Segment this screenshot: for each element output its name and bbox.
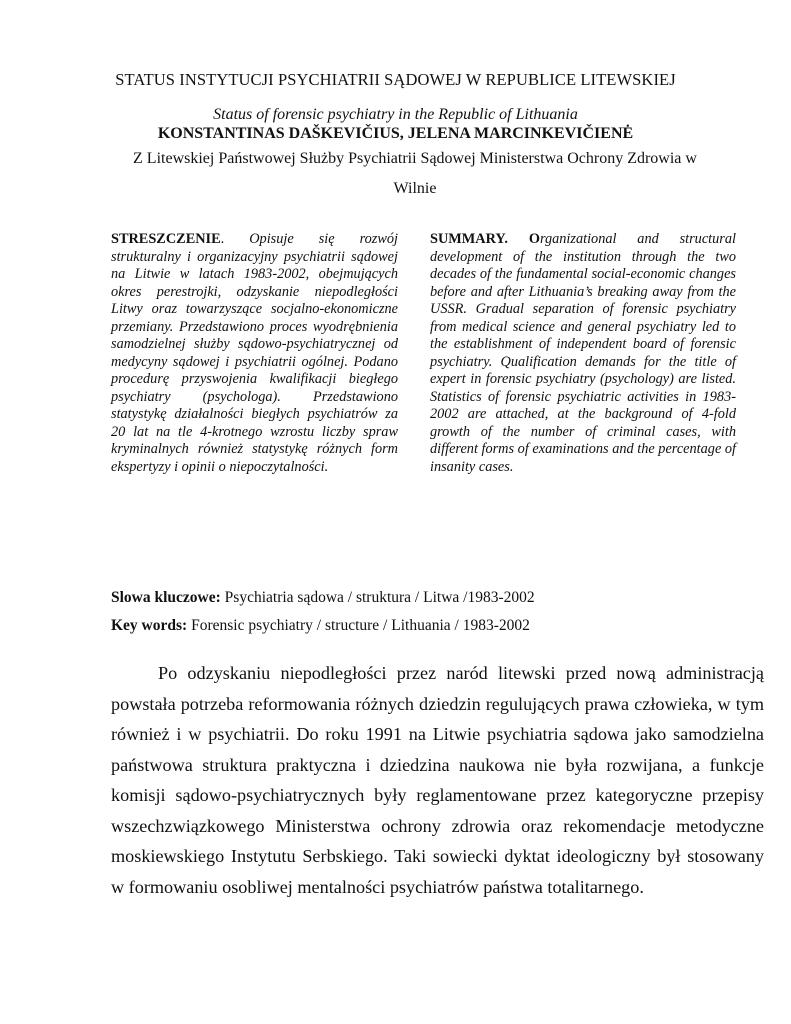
keywords-polish [111,589,535,607]
abstract-english-label: SUMMARY. O [430,231,540,247]
abstract-polish-label-dot: . [220,231,225,247]
author-affiliation: Z Litewskiej Państwowej Służby Psychiatrii Sądowej Ministerstwa Ochrony Zdrowia w Wilnie [133,150,697,197]
abstract-polish-text: Opisuje się rozwój strukturalny i organizacyjny psychiatrii sądowej na Litwie w latach 1983-2002, obejmujących okres perestrojki, odzyskanie niepodległości Litwy oraz towarzyszące socjalno-ekonomiczne przemiany. Przedstawiono proces wyodrębnienia samodzielnej służby sądowo-psychiatrycznej od medycyny sądowej i psychiatrii ogólnej. Podano procedurę przyswojenia kwalifikacji biegłego psychiatry (psychologa). Przedstawiono statystykę działalności biegłych psychiatrów za 20 lat na tle 4-krotnego wzrostu liczby spraw kryminalnych również statystykę różnych form ekspertyzy i opinii o niepoczytalności. [111,231,398,475]
article-authors: KONSTANTINAS DAŠKEVIČIUS, JELENA MARCINKEVIČIENĖ [157,125,634,142]
abstract-polish [111,231,398,476]
article-subtitle-english: Status of forensic psychiatry in the Republic of Lithuania [213,106,578,123]
keywords-english [111,617,530,635]
abstract-english [430,231,736,476]
abstract-english-text: rganizational and structural development of the institution through the two decades of the fundamental social-economic changes before and after Lithuania’s breaking away from the USSR. Gradual separation of forensic psychiatry from medical science and general psychiatry led to the establishment of independent board of forensic psychiatry. Qualification demands for the title of expert in forensic psychiatry (psychology) are listed. Statistics of forensic psychiatric activities in 1983-2002 are attached, at the background of 4-fold growth of the number of criminal cases, with different forms of examinations and the percentage of insanity cases. [430,231,736,475]
article-title: STATUS INSTYTUCJI PSYCHIATRII SĄDOWEJ W REPUBLICE LITEWSKIEJ [115,70,676,89]
keywords-english-label: Key words: [111,617,188,634]
keywords-polish-label: Slowa kluczowe: [111,589,221,606]
keywords-polish-text: Psychiatria sądowa / struktura / Litwa /1983-2002 [220,589,535,606]
keywords-english-text: Forensic psychiatry / structure / Lithuania / 1983-2002 [187,617,530,634]
body-paragraph: Po odzyskaniu niepodległości przez naród litewski przed nową administracją powstała potrzeba reformowania różnych dziedzin regulujących prawa człowieka, w tym również i w psychiatrii. Do roku 1991 na Litwie psychiatria sądowa jako samodzielna państwowa struktura praktyczna i dziedzina naukowa nie była rozwijana, a funkcje komisji sądowo-psychiatrycznych były reglamentowane przez kategoryczne przepisy wszechzwiązkowego Ministerstwa ochrony zdrowia oraz rekomendacje metodyczne moskiewskiego Instytutu Serbskiego. Taki sowiecki dyktat ideologiczny był stosowany w formowaniu osobliwej mentalności psychiatrów państwa totalitarnego. [111,663,764,897]
abstract-polish-label: STRESZCZENIE [111,231,221,247]
